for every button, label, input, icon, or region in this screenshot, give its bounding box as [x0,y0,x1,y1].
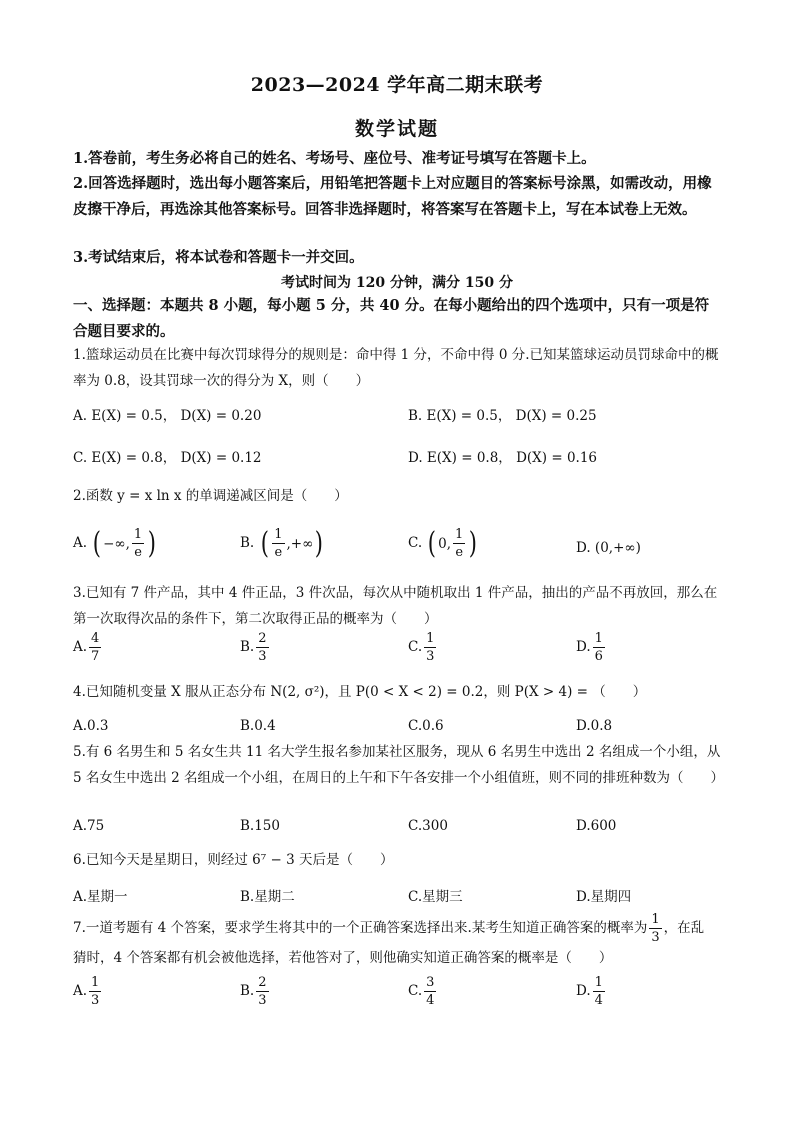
question-2-option-b: B. ( $\frac{1}{e}$ ,+∞ ) [240,525,324,561]
question-7-option-a: A. $\frac{1}{3}$ [73,975,100,1008]
question-5-option-b: B.150 [240,818,280,834]
option-text: 0, [438,535,452,552]
option-text: ,+∞ [286,535,314,552]
question-3-option-b: B. $\frac{2}{3}$ [240,631,267,664]
fraction: $\frac{1}{e}$ [133,527,143,560]
stem-text: 7.一道考题有 4 个答案，要求学生将其中的一个正确答案选择出来.某考生知道正确答案的概率为 [73,920,648,936]
question-4-option-b: B.0.4 [240,718,276,734]
instruction-3: 3.考试结束后，将本试卷和答题卡一并交回。 [73,249,364,266]
stem-text: ，在乱 [663,920,705,936]
exam-title: 2023—2024 学年高二期末联考 [250,74,544,96]
question-6-option-b: B.星期二 [240,889,295,905]
question-3-stem: 3.已知有 7 件产品，其中 4 件正品，3 件次品，每次从中随机取出 1 件产品，抽出的产品不再放回，那么在第一次取得次品的条件下，第二次取得正品的概率为（ ） [73,585,718,627]
fraction: $\frac{1}{e}$ [274,527,283,560]
question-4-option-d: D.0.8 [576,718,613,734]
fraction: $\frac{1}{3}$ [426,631,435,664]
question-2-option-c: C. ( 0, $\frac{1}{e}$ ) [408,525,478,561]
fraction: $\frac{4}{7}$ [91,631,100,664]
instruction-1: 1.答卷前，考生务必将自己的姓名、考场号、座位号、准考证号填写在答题卡上。 [73,150,596,167]
fraction: $\frac{1}{3}$ [651,912,660,945]
fraction: $\frac{1}{e}$ [455,527,464,560]
question-7-option-c: C. $\frac{3}{4}$ [408,975,435,1008]
instruction-2: 2.回答选择题时，选出每小题答案后，用铅笔把答题卡上对应题目的答案标号涂黑，如需改动，用橡皮擦干净后，再选涂其他答案标号。回答非选择题时，将答案写在答题卡上，写在本试卷上无效。 [73,175,712,218]
option-label: A. [73,535,88,551]
fraction: $\frac{2}{3}$ [258,975,267,1008]
question-3-option-a: A. $\frac{4}{7}$ [73,631,100,664]
question-6-option-d: D.星期四 [576,889,632,905]
exam-info: 考试时间为 120 分钟，满分 150 分 [281,275,513,291]
question-4-option-a: A.0.3 [73,718,109,734]
question-7-stem-line-1 [73,913,733,944]
question-2-option-d: D. (0,+∞) [576,540,641,556]
fraction: $\frac{1}{6}$ [594,631,603,664]
question-1-option-c: C. E(X) = 0.8， D(X) = 0.12 [73,450,262,466]
question-2-stem: 2.函数 y = x ln x 的单调递减区间是（ ） [73,488,348,504]
exam-subtitle: 数学试题 [354,118,439,140]
question-6-option-c: C.星期三 [408,889,463,905]
question-6-option-a: A.星期一 [73,889,128,905]
question-1-option-a: A. E(X) = 0.5， D(X) = 0.20 [73,408,262,424]
question-1-stem: 1.篮球运动员在比赛中每次罚球得分的规则是：命中得 1 分，不命中得 0 分.已知某篮球运动员罚球命中的概率为 0.8，设其罚球一次的得分为 X，则（ ） [73,347,719,389]
question-7-option-d: D. $\frac{1}{4}$ [576,975,603,1008]
question-5-option-c: C.300 [408,818,448,834]
fraction: $\frac{1}{3}$ [91,975,100,1008]
question-7-stem-line-2: 猜时，4 个答案都有机会被他选择，若他答对了，则他确实知道正确答案的概率是（ ） [73,950,613,966]
question-6-stem: 6.已知今天是星期日，则经过 6⁷ − 3 天后是（ ） [73,852,394,868]
question-1-option-d: D. E(X) = 0.8， D(X) = 0.16 [408,450,597,466]
question-1-option-b: B. E(X) = 0.5， D(X) = 0.25 [408,408,597,424]
question-4-stem: 4.已知随机变量 X 服从正态分布 N(2, σ²)，且 P(0 < X < 2) = 0.2，则 P(X > 4) = （ ） [73,684,647,700]
question-5-stem: 5.有 6 名男生和 5 名女生共 11 名大学生报名参加某社区服务，现从 6 名男生中选出 2 名组成一个小组，从 5 名女生中选出 2 名组成一个小组，在周日的上午和下午各安排一个小组值班，则不同的排班种数为（ ） [73,744,725,786]
question-3-option-c: C. $\frac{1}{3}$ [408,631,435,664]
option-text: −∞, [103,535,130,552]
fraction: $\frac{3}{4}$ [426,975,435,1008]
option-label: B. [240,535,255,551]
option-label: C. [408,535,423,551]
section-heading: 一、选择题：本题共 8 小题，每小题 5 分，共 40 分。在每小题给出的四个选项中，只有一项是符合题目要求的。 [73,297,710,340]
question-2-option-a: A. ( −∞, $\frac{1}{e}$ ) [73,525,157,561]
question-5-option-a: A.75 [73,818,105,834]
fraction: $\frac{1}{4}$ [594,975,603,1008]
question-7-option-b: B. $\frac{2}{3}$ [240,975,267,1008]
fraction: $\frac{2}{3}$ [258,631,267,664]
question-4-option-c: C.0.6 [408,718,444,734]
question-3-option-d: D. $\frac{1}{6}$ [576,631,603,664]
question-5-option-d: D.600 [576,818,617,834]
